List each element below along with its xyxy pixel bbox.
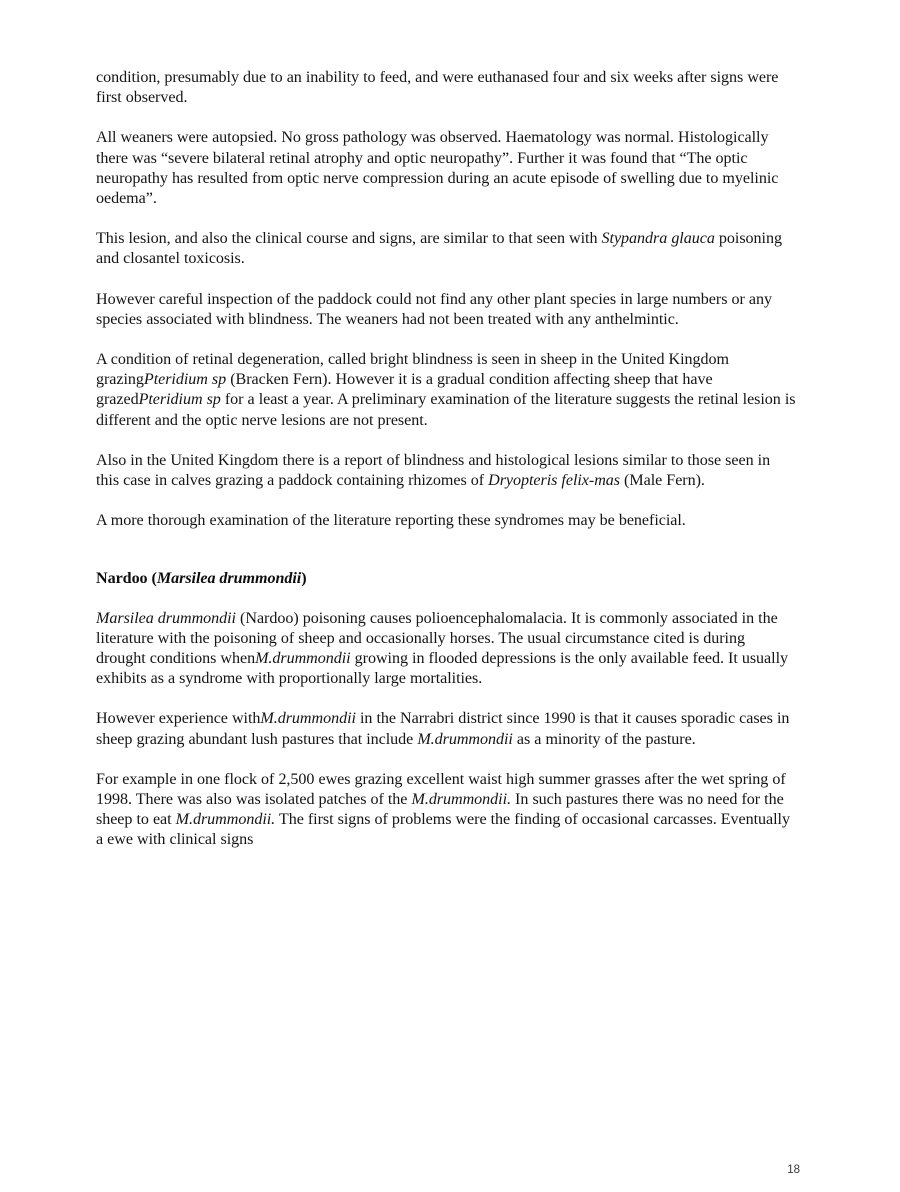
paragraph-autopsy-findings: All weaners were autopsied. No gross pathology was observed. Haematology was normal. Histologically there was “severe bilateral retinal atrophy and optic neuropathy”. Further it was found that “The optic neuropathy has resulted from optic nerve compression during an acute episode of swelling due to myelinic oedema”. <box>96 129 779 208</box>
paragraph-paddock-inspection: However careful inspection of the paddock could not find any other plant species in large numbers or any species associated with blindness. The weaners had not been treated with any anthelmintic. <box>96 290 772 328</box>
species-name: Pteridium sp <box>138 391 221 409</box>
species-name: M.drummondii. <box>175 811 276 829</box>
species-name: M.drummondii <box>255 650 351 668</box>
species-name: Dryopteris felix-mas <box>488 472 620 490</box>
section-heading-nardoo <box>96 569 796 589</box>
paragraph-uk-calves-report: Also in the United Kingdom there is a report of blindness and histological lesions similar to those seen in this case in calves grazing a paddock containing rhizomes of Dryopteris felix-mas (Male Fern). <box>96 451 771 490</box>
paragraph-lesion-similar: This lesion, and also the clinical course and signs, are similar to that seen with Stypandra glauca poisoning and closantel toxicosis. <box>96 230 782 268</box>
heading-species-name: Marsilea drummondii <box>156 570 302 588</box>
page-body-text <box>96 68 796 871</box>
species-name: Stypandra glauca <box>601 230 715 248</box>
species-name: Marsilea drummondii <box>96 609 236 627</box>
paragraph-condition-euthanased: condition, presumably due to an inability to feed, and were euthanased four and six weeks after signs were first observed. <box>96 69 779 107</box>
species-name: M.drummondii. <box>411 791 511 809</box>
heading-suffix: ) <box>301 570 307 588</box>
heading-prefix: Nardoo ( <box>96 570 157 588</box>
paragraph-bright-blindness: A condition of retinal degeneration, called bright blindness is seen in sheep in the United Kingdom grazingPteridium sp (Bracken Fern). However it is a gradual condition affecting sheep that have grazedPteridium sp for a least a year. A preliminary examination of the literature suggests the retinal lesion is different and the optic nerve lesions are not present. <box>96 351 796 429</box>
paragraph-flock-example: For example in one flock of 2,500 ewes grazing excellent waist high summer grasses after the wet spring of 1998. There was also was isolated patches of the M.drummondii. In such pastures there was no need for the sheep to eat M.drummondii. The first signs of problems were the finding of occasional carcasses. Eventually a ewe with clinical signs <box>96 770 790 849</box>
species-name: M.drummondii <box>260 710 356 728</box>
paragraph-narrabri-experience: However experience withM.drummondii in the Narrabri district since 1990 is that it causes sporadic cases in sheep grazing abundant lush pastures that include M.drummondii as a minority of the pasture. <box>96 710 790 748</box>
paragraph-nardoo-poisoning: Marsilea drummondii (Nardoo) poisoning causes polioencephalomalacia. It is commonly associated in the literature with the poisoning of sheep and occasionally horses. The usual circumstance cited is during drought conditions whenM.drummondii growing in flooded depressions is the only available feed. It usually exhibits as a syndrome with proportionally large mortalities. <box>96 609 788 688</box>
page-number: 18 <box>787 1164 800 1176</box>
species-name: M.drummondii <box>417 730 513 748</box>
paragraph-more-thorough-examination: A more thorough examination of the literature reporting these syndromes may be beneficial. <box>96 512 686 530</box>
species-name: Pteridium sp <box>143 371 227 389</box>
